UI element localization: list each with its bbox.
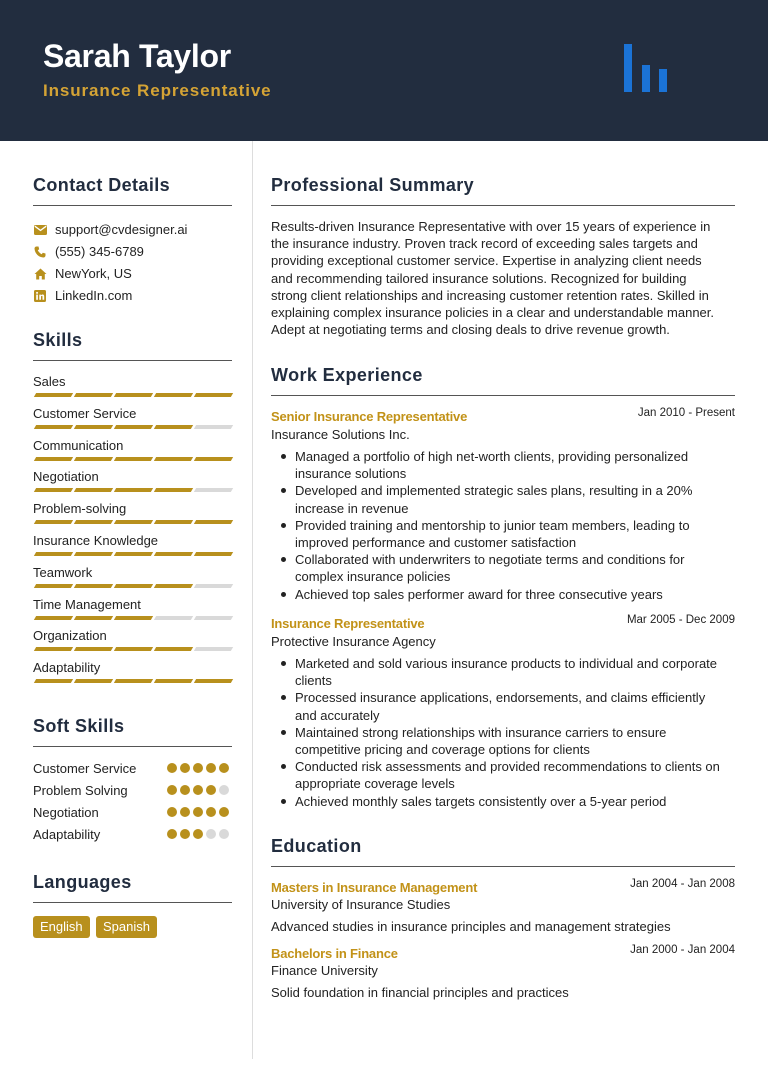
skill-label: Insurance Knowledge [33, 533, 159, 548]
languages-list [33, 916, 232, 938]
bullet-line: Managed a portfolio of high net-worth clients, providing personalized [295, 449, 689, 464]
job-company: Protective Insurance Agency [271, 634, 436, 649]
soft-skills-heading: Soft Skills [33, 716, 125, 736]
skill-segment-filled [114, 647, 153, 651]
contact-location-text: NewYork, US [55, 266, 132, 281]
skill-segment-filled [74, 584, 113, 588]
skill-item [33, 469, 232, 484]
skill-segment-filled [154, 584, 193, 588]
education-dates: Jan 2000 - Jan 2004 [630, 944, 735, 956]
skill-segment-filled [34, 393, 73, 397]
skill-segment-filled [194, 520, 233, 524]
bullet-line: insurance solutions [295, 466, 407, 482]
job-title: Senior Insurance Representative [271, 409, 468, 424]
skill-label: Time Management [33, 596, 141, 612]
skill-level-bar [33, 457, 232, 461]
skill-segment-filled [34, 488, 73, 492]
contact-email [33, 222, 187, 237]
rating-dot-empty [219, 829, 229, 839]
skill-segment-filled [194, 552, 233, 556]
soft-skill-rating [167, 829, 237, 839]
job-bullets [271, 448, 735, 603]
job-company: Insurance Solutions Inc. [271, 427, 410, 442]
job-entry [271, 614, 735, 814]
job-bullets [271, 655, 735, 810]
degree-title: Bachelors in Finance [271, 946, 398, 961]
skill-segment-filled [74, 616, 113, 620]
experience-heading: Work Experience [271, 365, 423, 385]
bullet-line: Marketed and sold various insurance products to individual and corporate [295, 656, 718, 671]
job-dates: Mar 2005 - Dec 2009 [626, 614, 735, 626]
skill-label: Adaptability [33, 660, 101, 676]
soft-skill-item [33, 761, 232, 776]
rating-dot-filled [193, 785, 203, 795]
bullet-line: and accurately [295, 707, 380, 723]
skill-segment-filled [114, 679, 153, 683]
job-bullet [271, 655, 735, 689]
skill-segment-empty [194, 425, 233, 429]
phone-icon [33, 245, 47, 259]
skill-segment-empty [154, 616, 193, 620]
summary-line: Results-driven Insurance Representative with over 15 years of experience in [271, 219, 711, 234]
skill-segment-filled [34, 425, 73, 429]
contact-heading: Contact Details [33, 175, 171, 195]
contact-location [33, 266, 132, 281]
skill-segment-filled [34, 679, 73, 683]
rating-dot-filled [206, 763, 216, 773]
skills-heading: Skills [33, 330, 83, 350]
rating-dot-filled [219, 763, 229, 773]
skill-segment-filled [74, 552, 113, 556]
rating-dot-filled [206, 785, 216, 795]
rating-dot-filled [180, 829, 190, 839]
skill-item [33, 374, 232, 389]
bullet-line: Collaborated with underwriters to negotiate terms and conditions for [295, 552, 685, 568]
skill-segment-filled [154, 647, 193, 651]
logo-bars-icon [624, 44, 668, 92]
skill-level-bar [33, 679, 232, 683]
skill-label: Organization [33, 628, 107, 644]
soft-skill-rating [167, 807, 237, 817]
skill-segment-filled [114, 616, 153, 620]
summary-line: Adept at negotiating terms and closing deals to drive revenue growth. [271, 322, 670, 338]
skill-segment-empty [194, 616, 233, 620]
job-bullet [271, 793, 735, 810]
language-badge: English [33, 916, 90, 938]
bullet-line: increase in revenue [295, 500, 409, 516]
experience-divider [271, 395, 735, 396]
skills-divider [33, 360, 232, 361]
skill-segment-filled [114, 393, 153, 397]
skill-segment-filled [34, 647, 73, 651]
candidate-title: Insurance Representative [43, 81, 272, 100]
job-bullet [271, 448, 735, 482]
rating-dot-filled [180, 785, 190, 795]
soft-skill-label: Customer Service [33, 761, 137, 776]
school-name: Finance University [271, 963, 378, 978]
skill-segment-filled [74, 457, 113, 461]
soft-skill-rating [167, 785, 237, 795]
bullet-line: improved performance and customer satisfaction [295, 535, 577, 551]
degree-title: Masters in Insurance Management [271, 880, 478, 895]
skill-level-bar [33, 616, 232, 620]
skill-level-bar [33, 552, 232, 556]
rating-dot-filled [193, 763, 203, 773]
rating-dot-filled [167, 807, 177, 817]
skill-label: Teamwork [33, 564, 93, 580]
skill-level-bar [33, 520, 232, 524]
skill-level-bar [33, 393, 232, 397]
skill-segment-filled [74, 679, 113, 683]
skill-item [33, 501, 232, 516]
bullet-line: Maintained strong relationships with insurance carriers to ensure [295, 724, 667, 740]
skill-segment-filled [114, 488, 153, 492]
skill-segment-filled [114, 425, 153, 429]
contact-email-text[interactable]: support@cvdesigner.ai [55, 222, 188, 237]
skill-segment-filled [154, 679, 193, 683]
summary-heading: Professional Summary [271, 175, 475, 195]
summary-line: and recommending tailored insurance solutions. Recognized for building [271, 270, 687, 286]
skill-label: Customer Service [33, 405, 137, 421]
skill-segment-filled [74, 520, 113, 524]
skill-item [33, 406, 232, 421]
bullet-line: Conducted risk assessments and provided recommendations to clients on [295, 759, 720, 775]
skill-label: Negotiation [33, 469, 99, 485]
resume-header [0, 0, 768, 141]
job-title: Insurance Representative [271, 616, 425, 631]
language-badge: Spanish [96, 916, 157, 938]
bullet-line: Achieved monthly sales targets consistently over a 5-year period [295, 793, 667, 809]
skill-segment-filled [154, 393, 193, 397]
skill-segment-empty [194, 647, 233, 651]
soft-skill-label: Problem Solving [33, 783, 128, 798]
summary-line: providing exceptional customer service. Expertise in analyzing client needs [271, 253, 702, 269]
linkedin-icon [33, 289, 47, 303]
job-bullet [271, 482, 735, 516]
education-entry [271, 944, 735, 1004]
job-bullet [271, 551, 735, 585]
skill-segment-filled [194, 393, 233, 397]
rating-dot-filled [167, 763, 177, 773]
rating-dot-filled [180, 807, 190, 817]
skill-segment-filled [74, 488, 113, 492]
skill-level-bar [33, 488, 232, 492]
skill-segment-filled [154, 552, 193, 556]
bullet-line: Developed and implemented strategic sales plans, resulting in a 20% [295, 483, 693, 499]
home-icon [33, 267, 47, 281]
skill-item [33, 597, 232, 612]
skill-segment-empty [194, 488, 233, 492]
skill-segment-filled [194, 457, 233, 461]
education-description: Solid foundation in financial principles and practices [271, 985, 569, 1000]
summary-line: strong client relationships and increasing customer retention rates. Skilled in [271, 287, 709, 303]
soft-skill-item [33, 805, 232, 820]
skill-label: Communication [33, 437, 124, 453]
soft-skill-item [33, 783, 232, 798]
bullet-line: competitive pricing and coverage options for clients [295, 742, 590, 758]
summary-line: the insurance industry. Proven track record of exceeding sales targets and [271, 236, 698, 252]
skill-label: Problem-solving [33, 501, 127, 517]
languages-heading: Languages [33, 872, 132, 892]
skill-item [33, 660, 232, 675]
contact-phone [33, 244, 144, 259]
soft-skill-rating [167, 763, 237, 773]
skill-level-bar [33, 584, 232, 588]
languages-divider [33, 902, 232, 903]
skill-segment-filled [34, 552, 73, 556]
rating-dot-empty [219, 785, 229, 795]
education-divider [271, 866, 735, 867]
rating-dot-filled [206, 807, 216, 817]
skill-segment-filled [34, 584, 73, 588]
skill-segment-filled [74, 425, 113, 429]
rating-dot-filled [193, 829, 203, 839]
rating-dot-filled [219, 807, 229, 817]
job-entry [271, 407, 735, 607]
skill-item [33, 533, 232, 548]
skill-level-bar [33, 425, 232, 429]
rating-dot-filled [180, 763, 190, 773]
summary-text [271, 218, 735, 338]
summary-divider [271, 205, 735, 206]
rating-dot-empty [206, 829, 216, 839]
job-bullet [271, 724, 735, 758]
skill-segment-filled [34, 520, 73, 524]
summary-line: explaining complex insurance policies in a clear and understandable manner. [271, 305, 714, 321]
rating-dot-filled [167, 829, 177, 839]
skill-segment-filled [194, 679, 233, 683]
skill-segment-filled [114, 520, 153, 524]
skill-segment-filled [154, 520, 193, 524]
education-heading: Education [271, 836, 362, 856]
soft-skill-label: Negotiation [33, 805, 99, 820]
bullet-line: appropriate coverage levels [295, 776, 455, 792]
skill-segment-filled [154, 425, 193, 429]
job-bullet [271, 586, 735, 603]
soft-skill-item [33, 827, 232, 842]
bullet-line: Achieved top sales performer award for three consecutive years [295, 586, 663, 602]
contact-linkedin [33, 288, 132, 303]
skill-segment-filled [154, 457, 193, 461]
education-description: Advanced studies in insurance principles and management strategies [271, 919, 671, 934]
school-name: University of Insurance Studies [271, 897, 451, 912]
contact-divider [33, 205, 232, 206]
contact-linkedin-text[interactable]: LinkedIn.com [55, 288, 133, 303]
soft-skill-label: Adaptability [33, 827, 101, 842]
skill-segment-filled [114, 552, 153, 556]
job-bullet [271, 517, 735, 551]
skill-label: Sales [33, 374, 66, 389]
bullet-line: clients [295, 673, 332, 689]
bullet-line: complex insurance policies [295, 569, 451, 585]
job-dates: Jan 2010 - Present [637, 407, 735, 419]
skill-item [33, 565, 232, 580]
skill-segment-filled [34, 457, 73, 461]
skill-segment-empty [194, 584, 233, 588]
education-entry [271, 878, 735, 938]
mail-icon [33, 223, 47, 237]
rating-dot-filled [167, 785, 177, 795]
contact-phone-text: (555) 345-6789 [55, 244, 144, 259]
column-divider [252, 141, 253, 1059]
skill-level-bar [33, 647, 232, 651]
skill-item [33, 628, 232, 643]
job-bullet [271, 689, 735, 723]
skill-segment-filled [114, 584, 153, 588]
skill-segment-filled [154, 488, 193, 492]
skill-segment-filled [74, 647, 113, 651]
bullet-line: Processed insurance applications, endorsements, and claims efficiently [295, 690, 706, 706]
skill-segment-filled [74, 393, 113, 397]
skill-item [33, 438, 232, 453]
bullet-line: Provided training and mentorship to junior team members, leading to [295, 517, 690, 533]
job-bullet [271, 758, 735, 792]
skill-segment-filled [34, 616, 73, 620]
rating-dot-filled [193, 807, 203, 817]
skill-segment-filled [114, 457, 153, 461]
candidate-name: Sarah Taylor [43, 38, 231, 74]
soft-skills-divider [33, 746, 232, 747]
education-dates: Jan 2004 - Jan 2008 [630, 878, 735, 890]
